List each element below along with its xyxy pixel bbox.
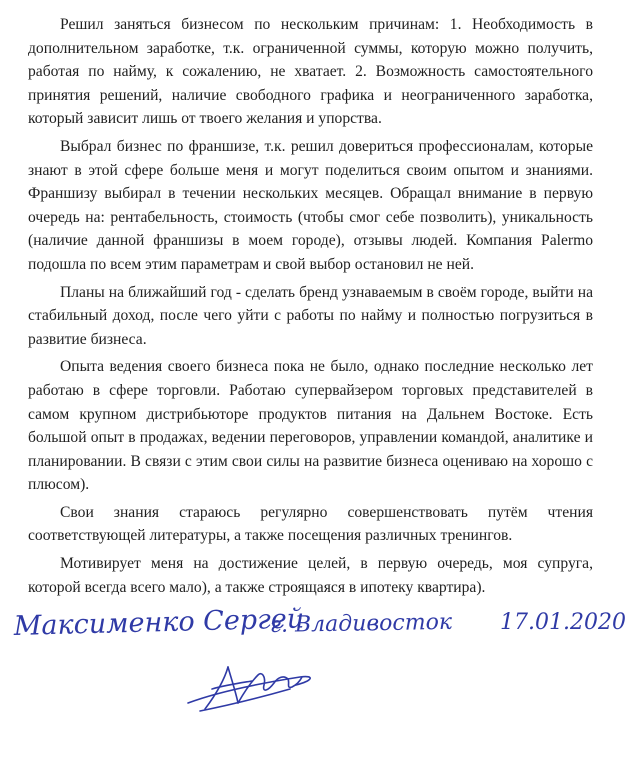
handwritten-date: 17.01.2020 <box>500 610 626 635</box>
paragraph-self-education: Свои знания стараюсь регулярно совершенствовать путём чтения соответствующей литературы, а также посещения различных тренингов. <box>28 503 593 545</box>
handwritten-name: Максименко Сергей <box>13 603 305 642</box>
paragraph-motivation: Мотивирует меня на достижение целей, в первую очередь, моя супруга, которой всегда всего мало), а также строящаяся в ипотеку квартира). <box>28 555 593 596</box>
signature-scribble <box>188 667 310 711</box>
handwritten-signature-block <box>0 585 626 768</box>
paragraph-experience: Опыта ведения своего бизнеса пока не было, однако последние несколько лет работаю в сфере торговли. Работаю супервайзером торговых представителей в самом крупном дистрибьюторе продуктов питания на Дальнем Востоке. Есть большой опыт в продажах, ведении переговоров, управлении командой, аналитике и планировании. В связи с этим свои силы на развитие бизнеса оцениваю на хорошо с плюсом). <box>28 358 593 494</box>
letter-body <box>28 13 593 599</box>
handwritten-city: г. Владивосток <box>269 609 453 638</box>
paragraph-reasons: Решил заняться бизнесом по нескольким причинам: 1. Необходимость в дополнительном заработке, т.к. ограниченной суммы, которую можно получить, работая по найму, к сожалению, не хватает. 2. Возможность самостоятельного принятия решений, наличие свободного графика и неограниченного заработка, который зависит лишь от твоего желания и упорства. <box>28 16 593 128</box>
paragraph-franchise-choice: Выбрал бизнес по франшизе, т.к. решил довериться профессионалам, которые знают в этой сфере больше меня и могут поделиться своим опытом и знаниями. Франшизу выбирал в течении нескольких месяцев. Обращал внимание в первую очередь на: рентабельность, стоимость (чтобы смог себе позволить), уникальность (наличие данной франшизы в моем городе), отзывы людей. Компания Palermo подошла по всем этим параметрам и свой выбор остановил не ней. <box>28 137 593 273</box>
paragraph-plans: Планы на ближайший год - сделать бренд узнаваемым в своём городе, выйти на стабильный доход, после чего уйти с работы по найму и полностью погрузиться в развитие бизнеса. <box>28 283 593 348</box>
